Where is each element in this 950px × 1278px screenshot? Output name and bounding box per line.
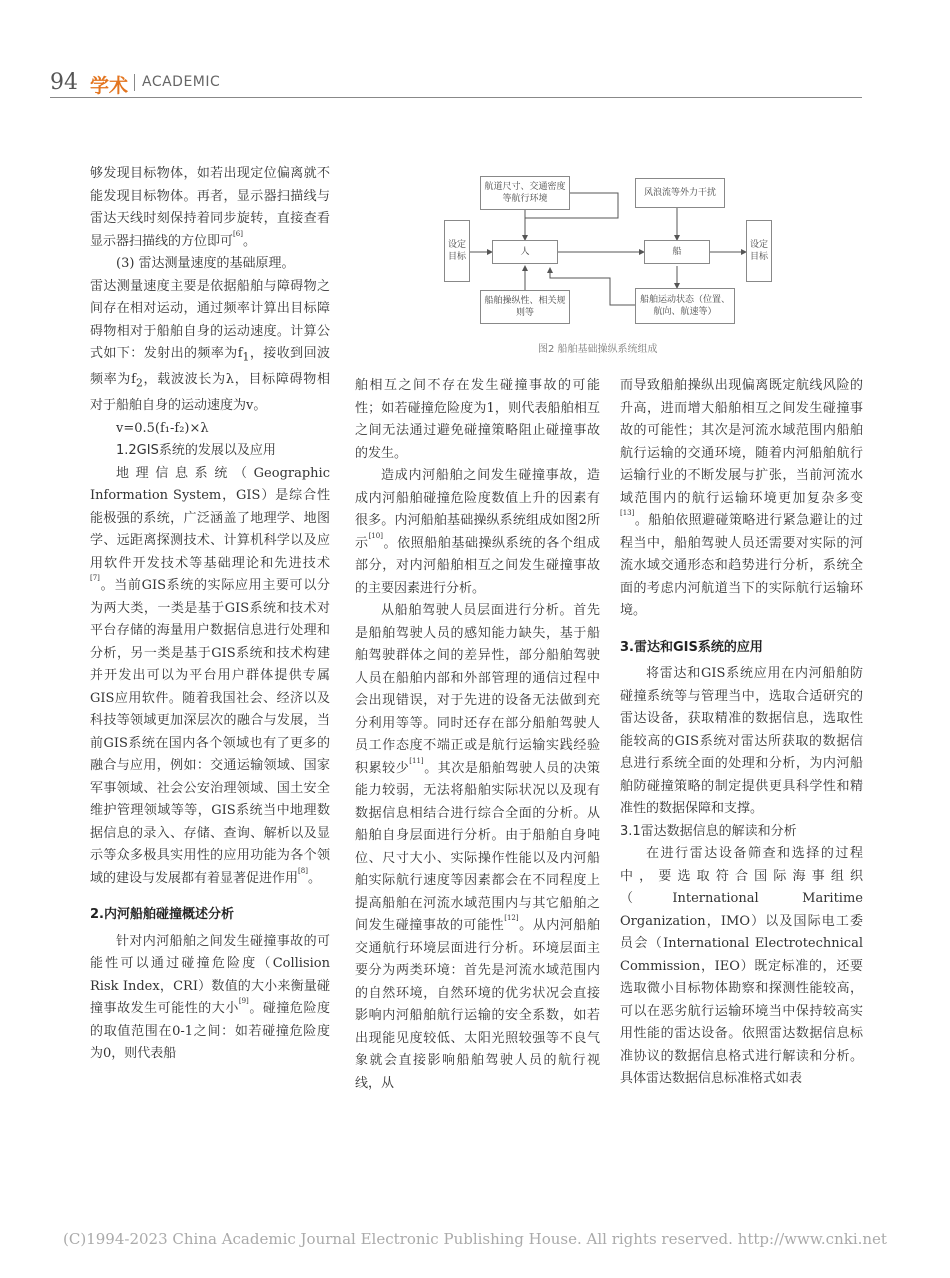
figure-caption: 图2 船舶基础操纵系统组成	[538, 344, 658, 355]
paragraph: 从船舶驾驶人员层面进行分析。首先是船舶驾驶人员的感知能力缺失，基于船舶驾驶群体之间的差异性，部分船舶驾驶人员在船舶内部和外部管理的通信过程中会出现错误，对于先进的设备无法做到充分利用等等。同时还存在部分船舶驾驶人员工作态度不端正或是航行运输实践经验积累较少[11]。其次是船舶驾驶人员的决策能力较弱，无法将船舶实际状况以及现有数据信息相结合进行综合全面的分析。从船舶自身层面进行分析。由于船舶自身吨位、尺寸大小、实际操作性能以及内河船舶实际航行速度等因素都会在不同程度上提高船舶在河流水域范围内与其它船舶之间发生碰撞事故的可能性[12]。从内河船舶交通航行环境层面进行分析。环境层面主要分为两类环境：首先是河流水域范围内的自然环境，自然环境的优劣状况会直接影响内河船舶航行运输的安全系数，如若出现能见度较低、太阳光照较强等不良气象就会直接影响船舶驾驶人员的航行视线，从	[355, 603, 600, 1091]
disturbance-box: 风浪流等外力干扰	[635, 178, 725, 208]
section-label: 学术	[90, 75, 129, 97]
maneuver-box: 船舶操纵性、相关规则等	[480, 290, 570, 324]
paragraph: 将雷达和GIS系统应用在内河船舶防碰撞系统等与管理当中，选取合适研究的雷达设备，获取精准的数据信息，选取性能较高的GIS系统对雷达所获取的数据信息进行系统全面的处理和分析，为内河船舶防碰撞策略的制定提供更具科学性和精准性的数据保障和支撑。	[620, 666, 863, 816]
paragraph: 地理信息系统（Geographic Information System，GIS）是综合性能极强的系统，广泛涵盖了地理学、地图学、远距离探测技术、计算机科学以及应用软件开发技术等基础理论和先进技术[7]。当前GIS系统的实际应用主要可以分为两大类，一类是基于GIS系统和技术对平台存储的海量用户数据信息进行处理和分析，另一类是基于GIS系统和技术构建并开发出可以为平台用户群体提供专属GIS应用软件。随着我国社会、经济以及科技等领域更加深层次的融合与发展，当前GIS系统在国内各个领域也有了更多的融合与应用，例如：交通运输领域、国家军事领域、社会公安治理领域、国土安全维护管理领域等等，GIS系统当中地理数据信息的录入、存储、查询、解析以及显示等众多极具实用性的应用功能为各个领域的建设与发展都有着显著促进作用[8]。	[90, 465, 330, 886]
section-heading: 3.雷达和GIS系统的应用	[620, 639, 763, 655]
paragraph: 够发现目标物体，如若出现定位偏离就不能发现目标物体。再者，显示器扫描线与雷达天线时刻保持着同步旋转，直接查看显示器扫描线的方位即可[6]。	[90, 166, 330, 249]
paragraph: 在进行雷达设备筛查和选择的过程中，要选取符合国际海事组织（International Maritime Organization，IMO）以及国际电工委员会（International Electrotechnical Commission，IEO）既定标准的，还要选取微小目标物体勘察和探测性能较高，可以在恶劣航行运输环境当中保持较高实用性能的雷达设备。依照雷达数据信息标准协议的数据信息格式进行解读和分析。具体雷达数据信息标准格式如表	[620, 846, 863, 1086]
paragraph: 雷达测量速度主要是依据船舶与障碍物之间存在相对运动，通过频率计算出目标障碍物相对于船舶自身的运动速度。计算公式如下：发射出的频率为$f_1$，接收到回波频率为$f_2$，载波波长为λ，目标障碍物相对于船舶自身的运动速度为v。	[90, 278, 330, 414]
page-header	[50, 70, 862, 96]
formula: v=0.5(f₁-f₂)×λ	[116, 420, 209, 436]
page-number: 94	[50, 70, 78, 95]
section-label-en: ACADEMIC	[142, 74, 221, 90]
header-rule	[50, 97, 862, 98]
ship-box: 船	[644, 240, 710, 264]
env-box: 航道尺寸、交通密度等航行环境	[480, 176, 570, 210]
paragraph: 舶相互之间不存在发生碰撞事故的可能性；如若碰撞危险度为1，则代表船舶相互之间无法通过避免碰撞策略阻止碰撞事故的发生。	[355, 378, 600, 461]
motion-state-box: 船舶运动状态（位置、航向、航速等）	[635, 288, 735, 324]
paragraph: 造成内河船舶之间发生碰撞事故，造成内河船舶碰撞危险度数值上升的因素有很多。内河船舶基础操纵系统组成如图2所示[10]。依照船舶基础操纵系统的各个组成部分，对内河船舶相互之间发生碰撞事故的主要因素进行分析。	[355, 468, 600, 596]
target-box-right: 设定目标	[746, 220, 772, 282]
paragraph: 针对内河船舶之间发生碰撞事故的可能性可以通过碰撞危险度（Collision Risk Index，CRI）数值的大小来衡量碰撞事故发生可能性的大小[9]。碰撞危险度的取值范围在0-1之间：如若碰撞危险度为0，则代表船	[90, 933, 330, 1062]
sub-heading: 1.2GIS系统的发展以及应用	[116, 443, 276, 459]
sub-heading: 3.1雷达数据信息的解读和分析	[620, 823, 797, 839]
section-heading: 2.内河船舶碰撞概述分析	[90, 907, 234, 923]
paragraph: (3) 雷达测量速度的基础原理。	[116, 256, 295, 271]
person-box: 人	[492, 240, 558, 264]
header-divider	[134, 74, 135, 91]
target-box-left: 设定目标	[444, 220, 470, 282]
paragraph: 而导致船舶操纵出现偏离既定航线风险的升高，进而增大船舶相互之间发生碰撞事故的可能性；其次是河流水域范围内船舶航行运输的交通环境，随着内河船舶航行运输行业的不断发展与扩张，当前河流水域范围内的航行运输环境更加复杂多变[13]。船舶依照避碰策略进行紧急避让的过程当中，船舶驾驶人员还需要对实际的河流水域交通形态和趋势进行分析，系统全面的考虑内河航道当下的实际航行运输环境。	[620, 378, 863, 618]
column-2	[355, 375, 600, 1095]
figure-diagram	[440, 168, 780, 338]
column-1	[90, 163, 330, 1066]
column-3	[620, 375, 863, 1091]
copyright-footer: (C)1994-2023 China Academic Journal Electronic Publishing House. All rights reserved. http://www.cnki.net	[63, 1230, 887, 1248]
